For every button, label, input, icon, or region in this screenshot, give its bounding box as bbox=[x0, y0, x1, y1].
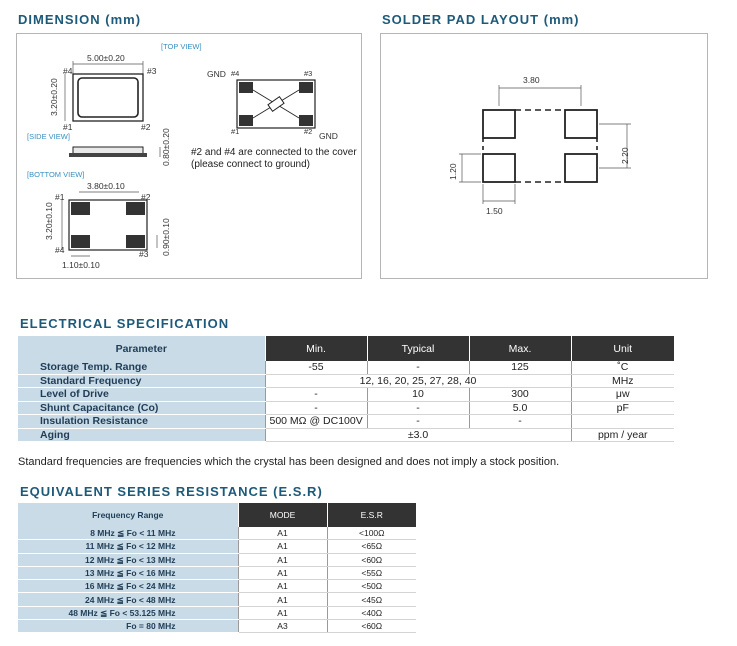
top-pin-4: #4 bbox=[63, 66, 73, 76]
mode-cell: A1 bbox=[238, 553, 327, 566]
esr-cell: <45Ω bbox=[327, 593, 416, 606]
bottom-width-dim: 3.80±0.10 bbox=[87, 181, 125, 191]
bottom-pin-1: #1 bbox=[55, 192, 65, 202]
param-cell: Standard Frequency bbox=[18, 374, 265, 388]
solder-drawing bbox=[381, 34, 707, 278]
min-cell: - bbox=[265, 388, 367, 402]
bottom-pad-width-dim: 1.10±0.10 bbox=[62, 260, 100, 270]
bottom-view-label: [BOTTOM VIEW] bbox=[27, 170, 85, 179]
param-cell: Level of Drive bbox=[18, 388, 265, 402]
unit-cell: ppm / year bbox=[571, 428, 674, 442]
table-row bbox=[18, 606, 416, 619]
solder-title: SOLDER PAD LAYOUT (mm) bbox=[382, 12, 580, 27]
typical-cell: - bbox=[367, 361, 469, 374]
header-esr: E.S.R bbox=[327, 503, 416, 527]
header-parameter: Parameter bbox=[18, 336, 265, 361]
range-cell: 11 MHz ≦ Fo < 12 MHz bbox=[18, 540, 238, 553]
pad-span-width: 3.80 bbox=[523, 75, 540, 85]
table-row bbox=[18, 580, 416, 593]
solder-panel bbox=[380, 33, 708, 279]
gnd-label-bottom: GND bbox=[319, 131, 338, 141]
bottom-height-dim: 3.20±0.10 bbox=[44, 202, 54, 240]
top-height-dim: 3.20±0.20 bbox=[49, 78, 59, 116]
range-cell: Fo = 80 MHz bbox=[18, 620, 238, 633]
dimension-title: DIMENSION (mm) bbox=[18, 12, 142, 27]
header-frequency-range: Frequency Range bbox=[18, 503, 238, 527]
table-row bbox=[18, 374, 674, 388]
bottom-pin-3: #3 bbox=[139, 249, 149, 259]
top-view-label: [TOP VIEW] bbox=[161, 42, 202, 51]
side-height-dim: 0.80±0.20 bbox=[161, 128, 171, 166]
pad-height: 1.20 bbox=[448, 163, 458, 180]
unit-cell: μw bbox=[571, 388, 674, 402]
esr-table bbox=[18, 503, 416, 633]
pad-width: 1.50 bbox=[486, 206, 503, 216]
max-cell: 5.0 bbox=[469, 401, 571, 415]
mode-cell: A1 bbox=[238, 566, 327, 579]
max-cell: - bbox=[469, 415, 571, 429]
table-row bbox=[18, 566, 416, 579]
schem-pin-2: #2 bbox=[304, 127, 313, 136]
mode-cell: A1 bbox=[238, 540, 327, 553]
esr-cell: <60Ω bbox=[327, 620, 416, 633]
top-pin-3: #3 bbox=[147, 66, 157, 76]
range-cell: 24 MHz ≦ Fo < 48 MHz bbox=[18, 593, 238, 606]
range-cell: 48 MHz ≦ Fo < 53.125 MHz bbox=[18, 606, 238, 619]
table-row bbox=[18, 540, 416, 553]
table-row bbox=[18, 401, 674, 415]
typical-cell: - bbox=[367, 415, 469, 429]
span-cell: ±3.0 bbox=[265, 428, 571, 442]
min-cell: -55 bbox=[265, 361, 367, 374]
esr-cell: <60Ω bbox=[327, 553, 416, 566]
param-cell: Storage Temp. Range bbox=[18, 361, 265, 374]
schem-pin-1: #1 bbox=[231, 127, 240, 136]
header-typical: Typical bbox=[367, 336, 469, 361]
bottom-pin-2: #2 bbox=[141, 192, 151, 202]
range-cell: 13 MHz ≦ Fo < 16 MHz bbox=[18, 566, 238, 579]
range-cell: 16 MHz ≦ Fo < 24 MHz bbox=[18, 580, 238, 593]
pad-span-height: 2.20 bbox=[620, 147, 630, 164]
mode-cell: A3 bbox=[238, 620, 327, 633]
electrical-table bbox=[18, 336, 674, 442]
esr-cell: <100Ω bbox=[327, 527, 416, 540]
gnd-label-top: GND bbox=[207, 69, 226, 79]
unit-cell: pF bbox=[571, 401, 674, 415]
mode-cell: A1 bbox=[238, 606, 327, 619]
schem-pin-4: #4 bbox=[231, 69, 240, 78]
mode-cell: A1 bbox=[238, 527, 327, 540]
param-cell: Insulation Resistance bbox=[18, 415, 265, 429]
esr-title: EQUIVALENT SERIES RESISTANCE (E.S.R) bbox=[20, 484, 323, 499]
table-row bbox=[18, 593, 416, 606]
mode-cell: A1 bbox=[238, 593, 327, 606]
param-cell: Shunt Capacitance (Co) bbox=[18, 401, 265, 415]
bottom-pin-4: #4 bbox=[55, 245, 65, 255]
table-row bbox=[18, 527, 416, 540]
unit-cell: MHz bbox=[571, 374, 674, 388]
header-unit: Unit bbox=[571, 336, 674, 361]
electrical-footnote: Standard frequencies are frequencies which the crystal has been designed and does not imply a stock position. bbox=[18, 456, 560, 468]
dimension-panel bbox=[16, 33, 362, 279]
range-cell: 8 MHz ≦ Fo < 11 MHz bbox=[18, 527, 238, 540]
unit-cell bbox=[571, 415, 674, 429]
max-cell: 300 bbox=[469, 388, 571, 402]
cover-note-line1: #2 and #4 are connected to the cover bbox=[191, 147, 357, 158]
schem-pin-3: #3 bbox=[304, 69, 313, 78]
mode-cell: A1 bbox=[238, 580, 327, 593]
table-header-row bbox=[18, 503, 416, 527]
header-min: Min. bbox=[265, 336, 367, 361]
esr-cell: <50Ω bbox=[327, 580, 416, 593]
table-row bbox=[18, 620, 416, 633]
table-row bbox=[18, 388, 674, 402]
top-pin-2: #2 bbox=[141, 122, 151, 132]
side-view-label: [SIDE VIEW] bbox=[27, 132, 70, 141]
typical-cell: - bbox=[367, 401, 469, 415]
typical-cell: 10 bbox=[367, 388, 469, 402]
min-cell: - bbox=[265, 401, 367, 415]
top-width-dim: 5.00±0.20 bbox=[87, 53, 125, 63]
span-cell: 12, 16, 20, 25, 27, 28, 40 bbox=[265, 374, 571, 388]
table-row bbox=[18, 415, 674, 429]
top-pin-1: #1 bbox=[63, 122, 73, 132]
table-header-row bbox=[18, 336, 674, 361]
table-row bbox=[18, 361, 674, 374]
table-row bbox=[18, 553, 416, 566]
cover-note-line2: (please connect to ground) bbox=[191, 159, 310, 170]
esr-cell: <40Ω bbox=[327, 606, 416, 619]
header-mode: MODE bbox=[238, 503, 327, 527]
electrical-title: ELECTRICAL SPECIFICATION bbox=[20, 316, 230, 331]
unit-cell: ˚C bbox=[571, 361, 674, 374]
max-cell: 125 bbox=[469, 361, 571, 374]
table-row bbox=[18, 428, 674, 442]
range-cell: 12 MHz ≦ Fo < 13 MHz bbox=[18, 553, 238, 566]
param-cell: Aging bbox=[18, 428, 265, 442]
min-cell: 500 MΩ @ DC100V bbox=[265, 415, 367, 429]
esr-cell: <65Ω bbox=[327, 540, 416, 553]
esr-cell: <55Ω bbox=[327, 566, 416, 579]
bottom-pad-height-dim: 0.90±0.10 bbox=[161, 218, 171, 256]
header-max: Max. bbox=[469, 336, 571, 361]
